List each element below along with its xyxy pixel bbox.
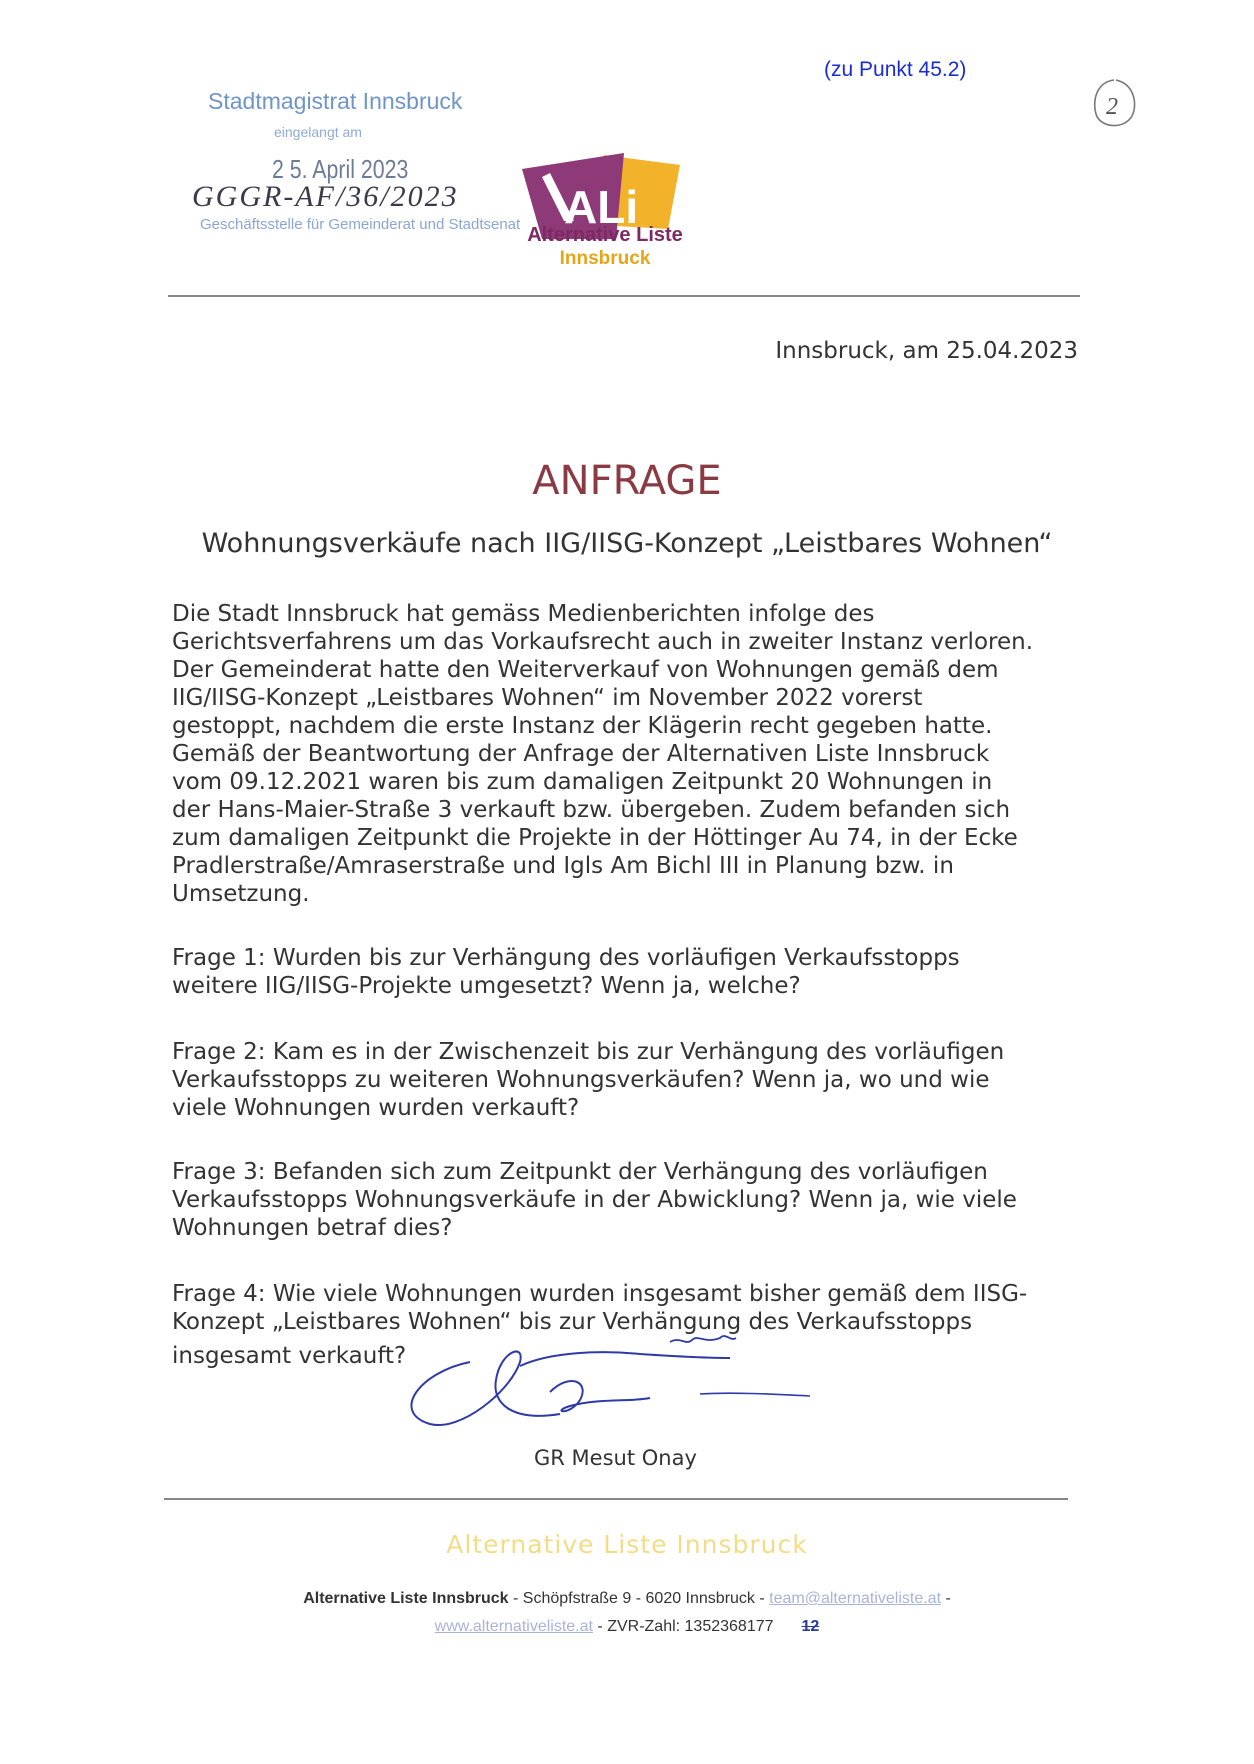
- stamp-received-label: eingelangt am: [274, 124, 362, 140]
- received-stamp: [180, 88, 521, 248]
- intro-line: IIG/IISG-Konzept „Leistbares Wohnen“ im November 2022 vorerst: [172, 685, 923, 711]
- stamp-department: Geschäftsstelle für Gemeinderat und Stadtsenat: [200, 216, 521, 233]
- stamp-office: Stadtmagistrat Innsbruck: [208, 88, 463, 114]
- intro-line: zum damaligen Zeitpunkt die Projekte in der Höttinger Au 74, in der Ecke: [172, 825, 1018, 851]
- date-line: Innsbruck, am 25.04.2023: [775, 338, 1078, 364]
- intro-line: Umsetzung.: [172, 881, 310, 907]
- footer-divider: [164, 1498, 1068, 1500]
- intro-line: Pradlerstraße/Amraserstraße und Igls Am Bichl III in Planung bzw. in: [172, 853, 954, 879]
- intro-line: Die Stadt Innsbruck hat gemäss Medienberichten infolge des: [172, 601, 875, 627]
- intro-line: vom 09.12.2021 waren bis zum damaligen Zeitpunkt 20 Wohnungen in: [172, 769, 993, 795]
- footer-address: - Schöpfstraße 9 - 6020 Innsbruck -: [508, 1590, 770, 1607]
- footer-website-link[interactable]: www.alternativeliste.at: [434, 1618, 593, 1635]
- stamp-date: 2 5. April 2023: [272, 154, 409, 184]
- document-title: ANFRAGE: [532, 458, 722, 504]
- handwritten-page-number: [1090, 76, 1138, 132]
- footer-separator: -: [941, 1590, 951, 1607]
- question-line: Frage 2: Kam es in der Zwischenzeit bis zur Verhängung des vorläufigen: [172, 1039, 1005, 1065]
- question-line: Verkaufsstopps Wohnungsverkäufe in der Abwicklung? Wenn ja, wie viele: [172, 1187, 1017, 1213]
- question-line: viele Wohnungen wurden verkauft?: [172, 1095, 580, 1121]
- question-2: [172, 1038, 1092, 1122]
- footer-line-2: [0, 1618, 1254, 1636]
- question-3: [172, 1158, 1092, 1242]
- handwritten-signature: [400, 1332, 820, 1442]
- svg-text:ALi: ALi: [564, 181, 639, 233]
- question-line: Verkaufsstopps zu weiteren Wohnungsverkäufen? Wenn ja, wo und wie: [172, 1067, 990, 1093]
- signer-name: GR Mesut Onay: [534, 1446, 697, 1470]
- footer-org: Alternative Liste Innsbruck: [303, 1590, 509, 1607]
- question-line: Frage 1: Wurden bis zur Verhängung des vorläufigen Verkaufsstopps: [172, 945, 960, 971]
- question-line: insgesamt verkauft?: [172, 1343, 407, 1369]
- footer-zvr: - ZVR-Zahl: 1352368177: [592, 1618, 774, 1635]
- question-line: weitere IIG/IISG-Projekte umgesetzt? Wenn ja, welche?: [172, 973, 801, 999]
- svg-text:2: 2: [1106, 94, 1118, 120]
- footer-email-link[interactable]: team@alternativeliste.at: [769, 1590, 942, 1607]
- intro-line: Gerichtsverfahrens um das Vorkaufsrecht auch in zweiter Instanz verloren.: [172, 629, 1034, 655]
- intro-line: Der Gemeinderat hatte den Weiterverkauf von Wohnungen gemäß dem: [172, 657, 999, 683]
- page-number: 12: [801, 1618, 820, 1635]
- intro-line: Gemäß der Beantwortung der Anfrage der Alternativen Liste Innsbruck: [172, 741, 990, 767]
- intro-paragraph: [172, 600, 1092, 908]
- intro-line: der Hans-Maier-Straße 3 verkauft bzw. übergeben. Zudem befanden sich: [172, 797, 1011, 823]
- document-subtitle: Wohnungsverkäufe nach IIG/IISG-Konzept „Leistbares Wohnen“: [201, 528, 1053, 559]
- stamp-file-number: GGGR-AF/36/2023: [192, 180, 459, 213]
- question-line: Wohnungen betraf dies?: [172, 1215, 453, 1241]
- footer-brand: Alternative Liste Innsbruck: [446, 1530, 808, 1559]
- logo-name-line2: Innsbruck: [559, 248, 651, 269]
- question-line: Konzept „Leistbares Wohnen“ bis zur Verhängung des Verkaufsstopps: [172, 1309, 973, 1335]
- question-line: Frage 4: Wie viele Wohnungen wurden insgesamt bisher gemäß dem IISG-: [172, 1281, 1028, 1307]
- header-divider: [168, 295, 1080, 297]
- question-1: [172, 944, 1092, 1000]
- reference-note: (zu Punkt 45.2): [824, 58, 967, 81]
- intro-line: gestoppt, nachdem die erste Instanz der Klägerin recht gegeben hatte.: [172, 713, 993, 739]
- footer-line-1: [0, 1590, 1254, 1608]
- question-line: Frage 3: Befanden sich zum Zeitpunkt der Verhängung des vorläufigen: [172, 1159, 988, 1185]
- logo-name-line1: Alternative Liste: [527, 224, 683, 246]
